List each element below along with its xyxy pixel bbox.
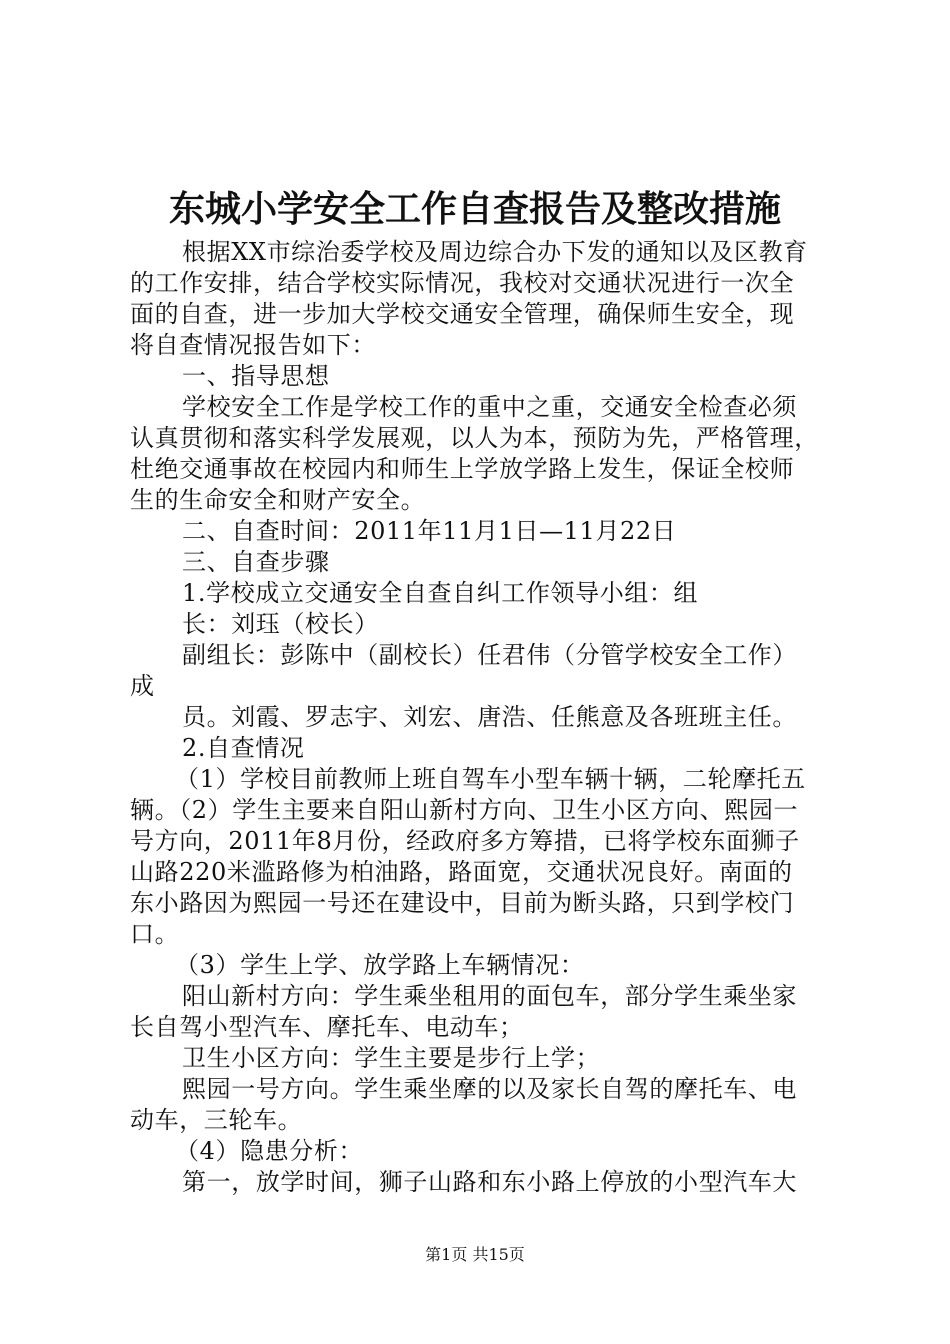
- section-heading: 2.自查情况: [182, 734, 305, 762]
- body-line: 生的生命安全和财产安全。: [130, 486, 426, 514]
- body-line: 学校安全工作是学校工作的重中之重，交通安全检查必须: [182, 393, 797, 421]
- body-line: 根据XX市综治委学校及周边综合办下发的通知以及区教育: [182, 238, 808, 266]
- section-heading: 一、指导思想: [182, 362, 330, 390]
- page-footer: 第1页 共15页: [425, 1245, 525, 1264]
- body-line: （3）学生上学、放学路上车辆情况：: [175, 951, 585, 979]
- document-title: 东城小学安全工作自查报告及整改措施: [168, 188, 781, 230]
- section-heading: 三、自查步骤: [182, 548, 330, 576]
- section-heading: 二、自查时间：2011年11月1日—11月22日: [182, 517, 677, 545]
- body-line: （1）学校目前教师上班自驾车小型车辆十辆，二轮摩托五: [175, 765, 806, 793]
- body-line: 1.学校成立交通安全自查自纠工作领导小组：组: [182, 579, 699, 607]
- body-line: 第一，放学时间，狮子山路和东小路上停放的小型汽车大: [182, 1168, 797, 1196]
- body-line: 熙园一号方向。学生乘坐摩的以及家长自驾的摩托车、电: [182, 1075, 797, 1103]
- body-line: 认真贯彻和落实科学发展观，以人为本，预防为先，严格管理，: [130, 424, 819, 452]
- body-line: 口。: [130, 920, 180, 948]
- body-line: 卫生小区方向：学生主要是步行上学；: [182, 1044, 601, 1072]
- body-line: （4）隐患分析：: [175, 1137, 364, 1165]
- body-line: 阳山新村方向：学生乘坐租用的面包车，部分学生乘坐家: [182, 982, 797, 1010]
- body-line: 长：刘珏（校长）: [182, 610, 379, 638]
- body-line: 山路220米滥路修为柏油路，路面宽，交通状况良好。南面的: [130, 858, 793, 886]
- body-line: 副组长：彭陈中（副校长）任君伟（分管学校安全工作）: [182, 641, 797, 669]
- body-line: 成: [130, 672, 155, 700]
- body-line: 长自驾小型汽车、摩托车、电动车；: [130, 1013, 524, 1041]
- body-line: 杜绝交通事故在校园内和师生上学放学路上发生，保证全校师: [130, 455, 795, 483]
- body-line: 的工作安排，结合学校实际情况，我校对交通状况进行一次全: [130, 269, 795, 297]
- body-line: 号方向，2011年8月份，经政府多方筹措，已将学校东面狮子: [130, 827, 800, 855]
- body-line: 东小路因为熙园一号还在建设中，目前为断头路，只到学校门: [130, 889, 795, 917]
- body-line: 面的自查，进一步加大学校交通安全管理，确保师生安全，现: [130, 300, 795, 328]
- body-line: 辆。（2）学生主要来自阳山新村方向、卫生小区方向、熙园一: [130, 796, 799, 824]
- body-line: 动车，三轮车。: [130, 1106, 303, 1134]
- body-line: 将自查情况报告如下：: [130, 331, 376, 359]
- body-line: 员。刘霞、罗志宇、刘宏、唐浩、任熊意及各班班主任。: [182, 703, 797, 731]
